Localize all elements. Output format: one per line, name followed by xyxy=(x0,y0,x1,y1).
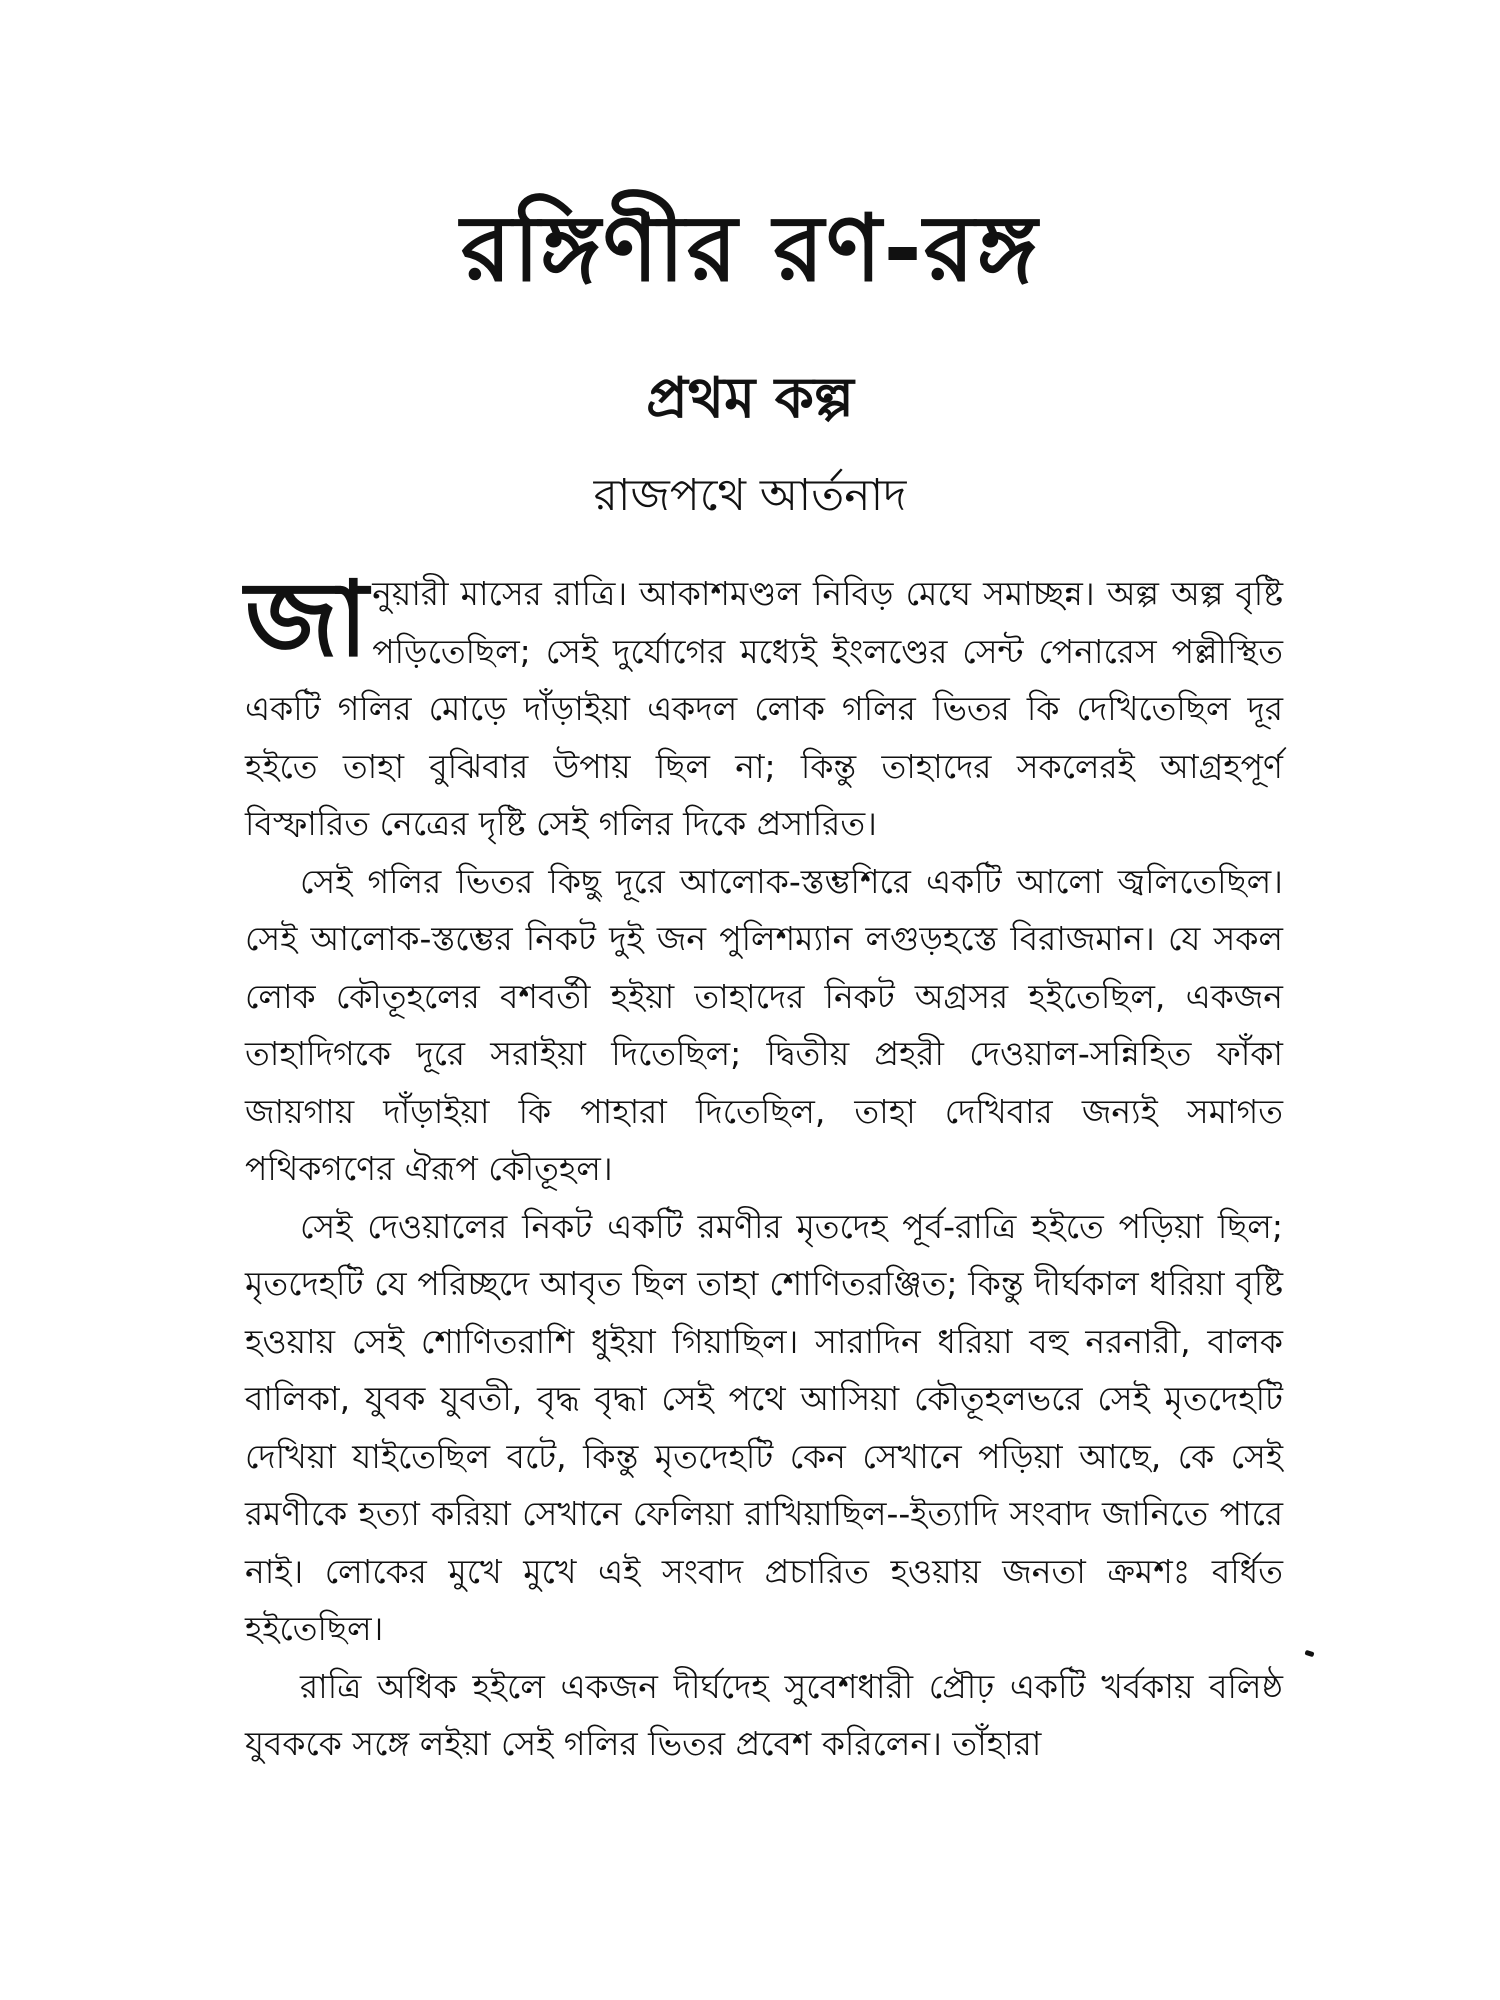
paragraph-1 xyxy=(245,558,1283,853)
drop-cap: জা xyxy=(245,558,369,680)
paragraph-text: নুয়ারী মাসের রাত্রি। আকাশমণ্ডল নিবিড় মেঘে সমাচ্ছন্ন। অল্প অল্প বৃষ্টি পড়িতেছিল; সেই দুর্যোগের মধ্যেই ইংলণ্ডের সেন্ট পেনারেস পল্লীস্থিত একটি গলির মোড়ে দাঁড়াইয়া একদল লোক গলির ভিতর কি দেখিতেছিল দূর হইতে তাহা বুঝিবার উপায় ছিল না; কিন্তু তাহাদের সকলেরই আগ্রহপূর্ণ বিস্ফারিত নেত্রের দৃষ্টি সেই গলির দিকে প্রসারিত। xyxy=(245,574,1283,843)
ink-speck xyxy=(1304,1650,1314,1658)
part-title: প্রথম কল্প xyxy=(646,366,854,431)
paragraph-3: সেই দেওয়ালের নিকট একটি রমণীর মৃতদেহ পূর্ব-রাত্রি হইতে পড়িয়া ছিল; মৃতদেহটি যে পরিচ্ছদে আবৃত ছিল তাহা শোণিতরঞ্জিত; কিন্তু দীর্ঘকাল ধরিয়া বৃষ্টি হওয়ায় সেই শোণিতরাশি ধুইয়া গিয়াছিল। সারাদিন ধরিয়া বহু নরনারী, বালক বালিকা, যুবক যুবতী, বৃদ্ধ বৃদ্ধা সেই পথে আসিয়া কৌতূহলভরে সেই মৃতদেহটি দেখিয়া যাইতেছিল বটে, কিন্তু মৃতদেহটি কেন সেখানে পড়িয়া আছে, কে সেই রমণীকে হত্যা করিয়া সেখানে ফেলিয়া রাখিয়াছিল--ইত্যাদি সংবাদ জানিতে পারে নাই। লোকের মুখে মুখে এই সংবাদ প্রচারিত হওয়ায় জনতা ক্রমশঃ বর্ধিত হইতেছিল। xyxy=(245,1206,1283,1648)
body-text xyxy=(245,558,1283,1773)
paragraph-4: রাত্রি অধিক হইলে একজন দীর্ঘদেহ সুবেশধারী প্রৌঢ় একটি খর্বকায় বলিষ্ঠ যুবককে সঙ্গে লইয়া সেই গলির ভিতর প্রবেশ করিলেন। তাঁহারা xyxy=(245,1666,1283,1763)
book-title: রঙ্গিণীর রণ-রঙ্গ xyxy=(460,195,1040,302)
chapter-title: রাজপথে আর্তনাদ xyxy=(593,470,907,521)
paragraph-2: সেই গলির ভিতর কিছু দূরে আলোক-স্তম্ভশিরে একটি আলো জ্বলিতেছিল। সেই আলোক-স্তম্ভের নিকট দুই জন পুলিশম্যান লগুড়হস্তে বিরাজমান। যে সকল লোক কৌতূহলের বশবর্তী হইয়া তাহাদের নিকট অগ্রসর হইতেছিল, একজন তাহাদিগকে দূরে সরাইয়া দিতেছিল; দ্বিতীয় প্রহরী দেওয়াল-সন্নিহিত ফাঁকা জায়গায় দাঁড়াইয়া কি পাহারা দিতেছিল, তাহা দেখিবার জন্যই সমাগত পথিকগণের ঐরূপ কৌতূহল। xyxy=(245,861,1283,1188)
